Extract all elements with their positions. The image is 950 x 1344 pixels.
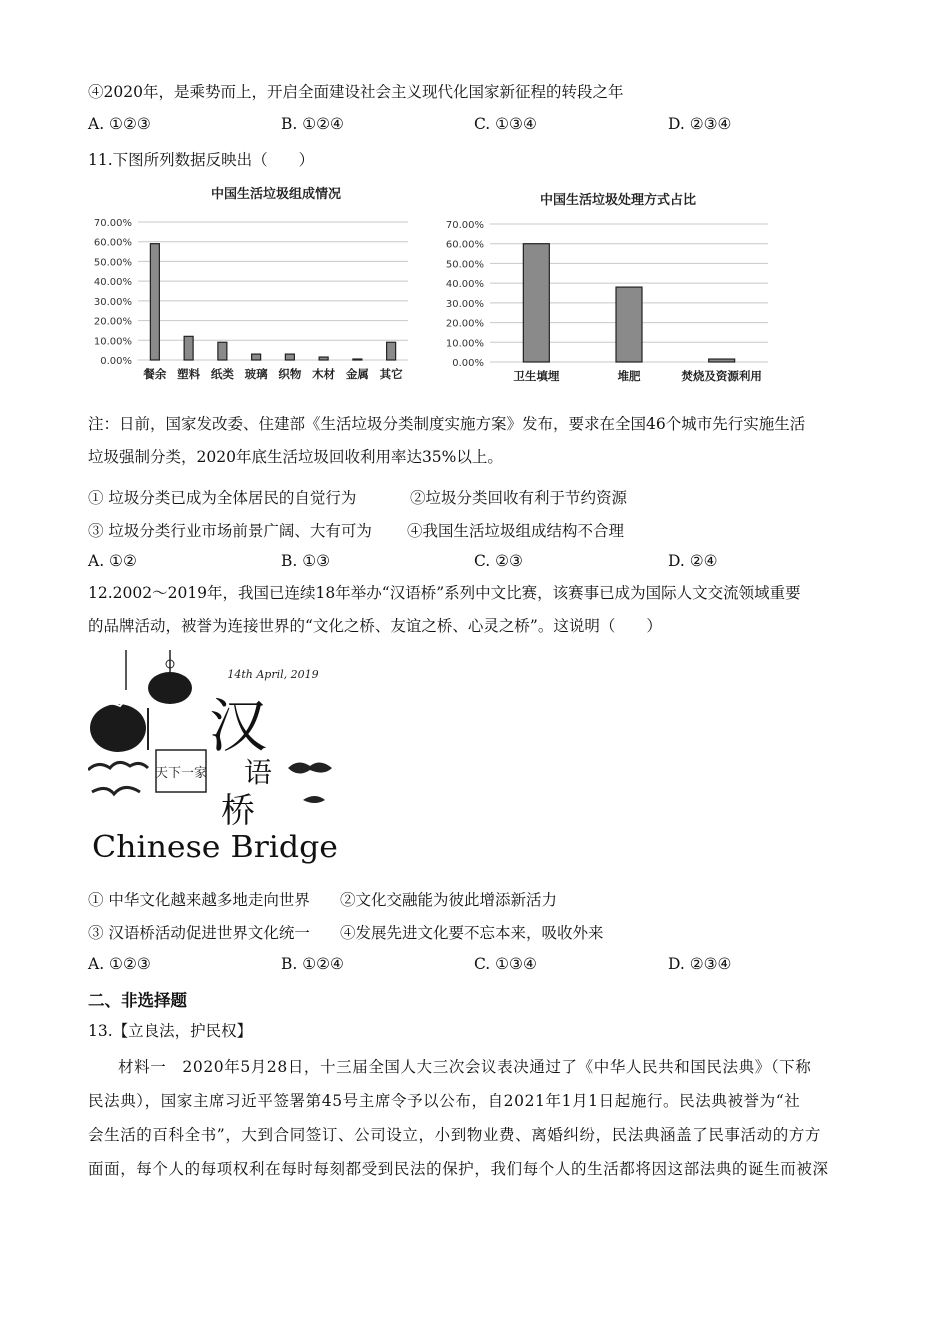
x-tick-label: 金属 — [345, 367, 369, 381]
q13-material-line4: 面面，每个人的每项权利在每时每刻都受到民法的保护，我们每个人的生活都将因这部法典的诞生而被深 — [88, 1160, 829, 1178]
chart-garbage-composition — [86, 178, 416, 388]
chinese-bridge-logo-image — [88, 650, 348, 865]
bar — [252, 354, 261, 360]
x-tick-label: 织物 — [278, 367, 302, 381]
cloud-icon — [88, 762, 148, 770]
q12-stem — [88, 577, 868, 643]
x-tick-label: 卫生填埋 — [513, 369, 560, 383]
q13-material-line3: 会生活的百科全书”，大到合同签订、公司设立，小到物业费、离婚纠纷，民法典涵盖了民事活动的方方 — [88, 1126, 822, 1144]
q11-item-3: ③ 垃圾分类行业市场前景广阔、大有可为 — [88, 522, 372, 540]
lantern-large-icon — [90, 704, 146, 752]
x-tick-label: 玻璃 — [244, 367, 268, 381]
q12-item-2: ②文化交融能为彼此增添新活力 — [340, 891, 558, 909]
bar — [150, 244, 159, 360]
q13-material — [88, 1050, 868, 1186]
bar — [387, 342, 396, 360]
q12-item-1: ① 中华文化越来越多地走向世界 — [88, 891, 310, 909]
x-tick-label: 木材 — [312, 367, 336, 381]
q11-stem: 11.下图所列数据反映出（ ） — [88, 151, 315, 169]
q11-note — [88, 408, 868, 474]
bar — [285, 354, 294, 360]
q12-item-4: ④发展先进文化要不忘本来，吸收外来 — [340, 924, 604, 942]
y-tick-label: 10.00% — [93, 336, 132, 348]
q10-option-d[interactable]: D. ②③④ — [668, 115, 732, 133]
x-tick-label: 其它 — [379, 367, 403, 381]
y-tick-label: 50.00% — [93, 257, 132, 269]
bar — [709, 359, 735, 362]
image-english-title: Chinese Bridge — [92, 830, 338, 865]
x-tick-label: 餐余 — [143, 367, 167, 381]
bar — [523, 244, 549, 362]
lantern-small-icon — [148, 672, 192, 704]
q12-item-3: ③ 汉语桥活动促进世界文化统一 — [88, 924, 310, 942]
title-char-qiao: 桥 — [221, 791, 255, 831]
q12-option-d[interactable]: D. ②③④ — [668, 955, 732, 973]
section-heading: 二、非选择题 — [88, 991, 187, 1010]
q10-option-c[interactable]: C. ①③④ — [474, 115, 537, 133]
q11-item-1: ① 垃圾分类已成为全体居民的自觉行为 — [88, 489, 357, 507]
y-tick-label: 20.00% — [445, 318, 484, 330]
y-tick-label: 50.00% — [445, 259, 484, 271]
title-char-han: 汉 — [208, 692, 268, 760]
x-tick-label: 堆肥 — [617, 369, 641, 383]
q13-material-line2: 民法典），国家主席习近平签署第45号主席令予以公布，自2021年1月1日起施行。民法典被誉为“社 — [88, 1092, 801, 1110]
q12-option-b[interactable]: B. ①②④ — [281, 955, 344, 973]
q11-option-d[interactable]: D. ②④ — [668, 552, 718, 570]
q12-stem-line2: 的品牌活动，被誉为连接世界的“文化之桥、友谊之桥、心灵之桥”。这说明（ ） — [88, 617, 662, 635]
q12-option-c[interactable]: C. ①③④ — [474, 955, 537, 973]
q11-note-line1: 注：日前，国家发改委、住建部《生活垃圾分类制度实施方案》发布，要求在全国46个城市先行实施生活 — [88, 415, 806, 433]
y-tick-label: 70.00% — [93, 218, 132, 229]
y-tick-label: 40.00% — [445, 279, 484, 291]
x-tick-label: 纸类 — [210, 367, 234, 381]
chart-title: 中国生活垃圾处理方式占比 — [539, 193, 697, 208]
y-tick-label: 0.00% — [100, 356, 132, 367]
q11-item-2: ②垃圾分类回收有利于节约资源 — [410, 489, 628, 507]
y-tick-label: 0.00% — [452, 358, 484, 369]
q11-option-a[interactable]: A. ①② — [88, 552, 137, 570]
q10-option-b[interactable]: B. ①②④ — [281, 115, 344, 133]
x-tick-label: 塑料 — [177, 367, 201, 381]
bar — [616, 287, 642, 362]
seal-text: 天下一家 — [154, 766, 208, 781]
y-tick-label: 30.00% — [93, 296, 132, 308]
q11-note-line2: 垃圾强制分类，2020年底生活垃圾回收利用率达35%以上。 — [88, 448, 503, 466]
y-tick-label: 10.00% — [445, 338, 484, 350]
y-tick-label: 70.00% — [445, 220, 484, 231]
q13-title: 13.【立良法，护民权】 — [88, 1022, 253, 1040]
q10-item-4: ④2020年，是乘势而上，开启全面建设社会主义现代化国家新征程的转段之年 — [88, 83, 624, 101]
image-date: 14th April, 2019 — [227, 668, 319, 681]
q10-option-a[interactable]: A. ①②③ — [88, 115, 151, 133]
q12-stem-line1: 12.2002～2019年，我国已连续18年举办“汉语桥”系列中文比赛，该赛事已成为国际人文交流领域重要 — [88, 584, 801, 602]
q12-option-a[interactable]: A. ①②③ — [88, 955, 151, 973]
q11-item-4: ④我国生活垃圾组成结构不合理 — [407, 522, 625, 540]
bar — [184, 336, 193, 360]
y-tick-label: 60.00% — [93, 237, 132, 249]
cloud-icon-right — [288, 762, 332, 773]
q11-option-c[interactable]: C. ②③ — [474, 552, 523, 570]
bar — [353, 359, 362, 360]
y-tick-label: 20.00% — [93, 316, 132, 328]
y-tick-label: 30.00% — [445, 298, 484, 310]
y-tick-label: 40.00% — [93, 277, 132, 289]
x-tick-label: 焚烧及资源利用 — [681, 369, 762, 383]
chart-title: 中国生活垃圾组成情况 — [210, 187, 342, 202]
title-char-yu: 语 — [243, 756, 273, 789]
y-tick-label: 60.00% — [445, 239, 484, 251]
chart-garbage-treatment — [438, 190, 778, 390]
q13-material-line1: 材料一 2020年5月28日，十三届全国人大三次会议表决通过了《中华人民共和国民法典》（下称 — [118, 1058, 812, 1076]
q11-option-b[interactable]: B. ①③ — [281, 552, 331, 570]
bar — [218, 342, 227, 360]
bar — [319, 357, 328, 360]
